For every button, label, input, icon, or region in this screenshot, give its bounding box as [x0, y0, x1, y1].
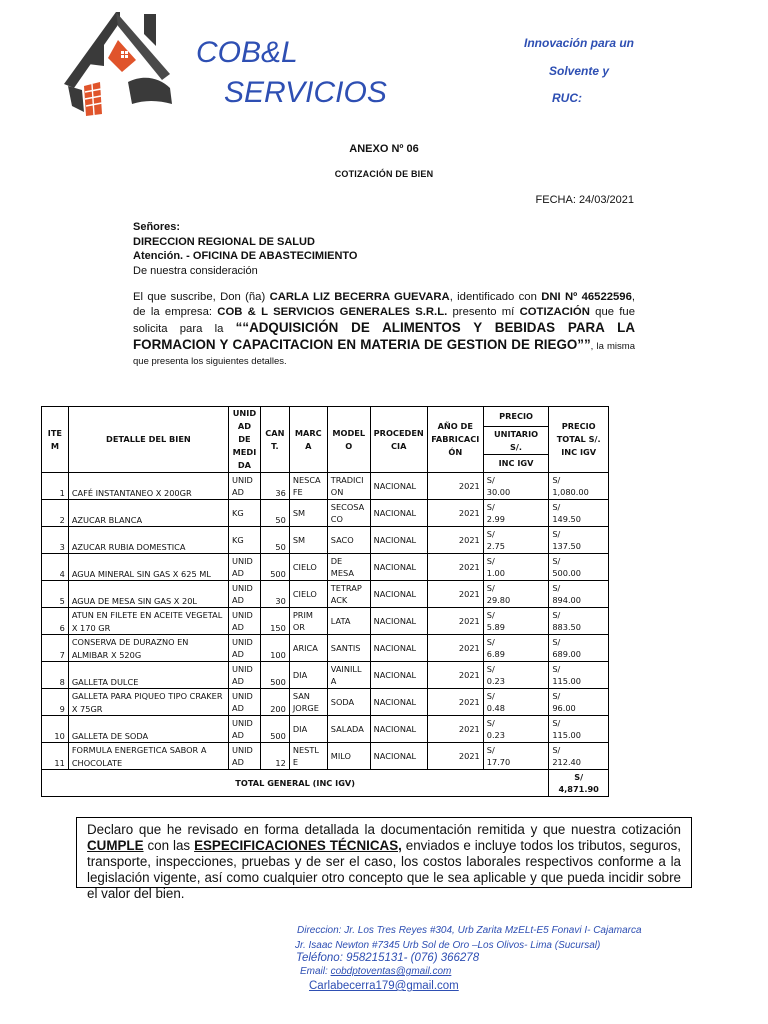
- row-procedencia: NACIONAL: [370, 608, 427, 635]
- amount: 29.80: [486, 595, 511, 605]
- amount: 2.75: [486, 541, 505, 551]
- row-marca: NESCA FE: [289, 473, 327, 500]
- row-precio-unitario: [483, 581, 549, 608]
- row-precio-total: [549, 500, 609, 527]
- row-procedencia: NACIONAL: [370, 689, 427, 716]
- courtesy-line: De nuestra consideración: [133, 264, 258, 277]
- row-precio-total: [549, 689, 609, 716]
- recipient-attention: Atención. - OFICINA DE ABASTECIMIENTO: [133, 250, 358, 262]
- row-procedencia: NACIONAL: [370, 743, 427, 770]
- row-precio-total: [549, 473, 609, 500]
- footer-email2-line: [309, 980, 459, 992]
- row-item-number: 1: [42, 473, 69, 500]
- header-detalle: DETALLE DEL BIEN: [68, 407, 228, 473]
- intro-paragraph: [133, 290, 635, 369]
- currency-symbol: S/: [552, 474, 561, 485]
- currency-symbol: S/: [574, 771, 584, 782]
- especificaciones-word: ESPECIFICACIONES TÉCNICAS,: [194, 838, 402, 853]
- row-unidad: UNID AD: [228, 473, 260, 500]
- email-label: Email:: [300, 966, 331, 977]
- row-marca: SM: [289, 500, 327, 527]
- row-precio-unitario: [483, 500, 549, 527]
- header-unitario: UNITARIO S/.: [483, 427, 549, 454]
- row-procedencia: NACIONAL: [370, 662, 427, 689]
- row-precio-unitario: [483, 743, 549, 770]
- amount: 2.99: [486, 514, 505, 524]
- header-item: ITE M: [42, 407, 69, 473]
- row-modelo: SODA: [327, 689, 370, 716]
- row-precio-unitario: [483, 689, 549, 716]
- amount: 883.50: [552, 622, 581, 632]
- row-unidad: KG: [228, 527, 260, 554]
- table-row: [42, 662, 609, 689]
- amount: 1,080.00: [552, 487, 589, 497]
- row-procedencia: NACIONAL: [370, 581, 427, 608]
- row-cantidad: 500: [260, 662, 289, 689]
- row-detalle: AGUA MINERAL SIN GAS X 625 ML: [68, 554, 228, 581]
- row-detalle: CONSERVA DE DURAZNO EN ALMIBAR X 520G: [68, 635, 228, 662]
- currency-symbol: S/: [486, 474, 495, 485]
- row-precio-unitario: [483, 662, 549, 689]
- header-procedencia: PROCEDEN CIA: [370, 407, 427, 473]
- amount: 212.40: [552, 757, 581, 767]
- row-anio: 2021: [427, 635, 483, 662]
- table-row: [42, 473, 609, 500]
- row-anio: 2021: [427, 500, 483, 527]
- row-unidad: UNID AD: [228, 635, 260, 662]
- row-marca: ARICA: [289, 635, 327, 662]
- row-precio-unitario: [483, 527, 549, 554]
- document-date: FECHA: 24/03/2021: [535, 194, 634, 206]
- row-marca: SM: [289, 527, 327, 554]
- row-anio: 2021: [427, 473, 483, 500]
- currency-symbol: S/: [552, 582, 561, 593]
- row-unidad: KG: [228, 500, 260, 527]
- row-unidad: UNID AD: [228, 743, 260, 770]
- row-item-number: 3: [42, 527, 69, 554]
- row-precio-total: [549, 635, 609, 662]
- row-cantidad: 12: [260, 743, 289, 770]
- total-value: [549, 770, 609, 797]
- row-procedencia: NACIONAL: [370, 554, 427, 581]
- currency-symbol: S/: [486, 582, 495, 593]
- row-precio-total: [549, 554, 609, 581]
- currency-symbol: S/: [552, 528, 561, 539]
- row-cantidad: 100: [260, 635, 289, 662]
- amount: 689.00: [552, 649, 581, 659]
- row-unidad: UNID AD: [228, 662, 260, 689]
- row-modelo: DE MESA: [327, 554, 370, 581]
- footer-email-line: [300, 966, 451, 977]
- row-modelo: LATA: [327, 608, 370, 635]
- row-unidad: UNID AD: [228, 689, 260, 716]
- row-precio-unitario: [483, 716, 549, 743]
- declaration-text: Declaro que he revisado en forma detallada la documentación remitida y que nuestra cotización: [87, 822, 681, 837]
- row-item-number: 2: [42, 500, 69, 527]
- row-cantidad: 500: [260, 716, 289, 743]
- row-anio: 2021: [427, 716, 483, 743]
- row-item-number: 8: [42, 662, 69, 689]
- row-modelo: SACO: [327, 527, 370, 554]
- tagline-1: Innovación para un: [524, 36, 635, 50]
- amount: 0.23: [486, 730, 505, 740]
- row-precio-unitario: [483, 635, 549, 662]
- row-detalle: GALLETA DULCE: [68, 662, 228, 689]
- declaration-text: con las: [143, 838, 195, 853]
- currency-symbol: S/: [552, 501, 561, 512]
- currency-symbol: S/: [486, 528, 495, 539]
- row-procedencia: NACIONAL: [370, 500, 427, 527]
- row-cantidad: 30: [260, 581, 289, 608]
- row-precio-total: [549, 581, 609, 608]
- row-anio: 2021: [427, 662, 483, 689]
- header-precio: PRECIO: [483, 407, 549, 427]
- intro-text: , identificado con: [449, 291, 542, 303]
- row-marca: CIELO: [289, 581, 327, 608]
- currency-symbol: S/: [486, 744, 495, 755]
- amount: 17.70: [486, 757, 511, 767]
- row-item-number: 7: [42, 635, 69, 662]
- row-item-number: 6: [42, 608, 69, 635]
- row-item-number: 11: [42, 743, 69, 770]
- row-cantidad: 50: [260, 527, 289, 554]
- row-modelo: SECOSA CO: [327, 500, 370, 527]
- header-inc-igv: INC IGV: [483, 454, 549, 472]
- cotizacion-word: COTIZACIÓN: [519, 306, 590, 318]
- row-detalle: CAFÉ INSTANTANEO X 200GR: [68, 473, 228, 500]
- currency-symbol: S/: [486, 717, 495, 728]
- quotation-table: [41, 406, 609, 797]
- row-detalle: FORMULA ENERGETICA SABOR A CHOCOLATE: [68, 743, 228, 770]
- row-marca: SAN JORGE: [289, 689, 327, 716]
- currency-symbol: S/: [552, 636, 561, 647]
- row-item-number: 10: [42, 716, 69, 743]
- row-precio-total: [549, 662, 609, 689]
- row-unidad: UNID AD: [228, 554, 260, 581]
- row-modelo: VAINILL A: [327, 662, 370, 689]
- row-marca: NESTL E: [289, 743, 327, 770]
- intro-text: que fue solicita para la: [133, 306, 635, 335]
- footer-address-1: Direccion: Jr. Los Tres Reyes #304, Urb Zarita MzELt-E5 Fonavi I- Cajamarca: [297, 925, 642, 936]
- row-modelo: TETRAP ACK: [327, 581, 370, 608]
- table-row: [42, 500, 609, 527]
- anexo-title: ANEXO Nº 06: [349, 143, 419, 155]
- amount: 115.00: [552, 730, 581, 740]
- total-amount: 4,871.90: [558, 784, 599, 794]
- row-marca: PRIM OR: [289, 608, 327, 635]
- currency-symbol: S/: [552, 744, 561, 755]
- table-row: [42, 743, 609, 770]
- header-cantidad: CAN T.: [260, 407, 289, 473]
- amount: 500.00: [552, 568, 581, 578]
- row-precio-total: [549, 716, 609, 743]
- row-procedencia: NACIONAL: [370, 716, 427, 743]
- intro-text: El que suscribe, Don (ña): [133, 291, 270, 303]
- ruc-label: RUC:: [552, 91, 582, 105]
- header-modelo: MODEL O: [327, 407, 370, 473]
- row-item-number: 9: [42, 689, 69, 716]
- signer-dni: DNI Nº 46522596: [541, 291, 632, 303]
- currency-symbol: S/: [552, 717, 561, 728]
- amount: 0.48: [486, 703, 505, 713]
- row-cantidad: 50: [260, 500, 289, 527]
- header-anio: AÑO DE FABRICACI ÓN: [427, 407, 483, 473]
- currency-symbol: S/: [486, 501, 495, 512]
- footer-phone: Teléfono: 958215131- (076) 366278: [296, 952, 480, 964]
- recipient-block: [133, 220, 358, 278]
- amount: 137.50: [552, 541, 581, 551]
- brand-name-line1: COB&L: [196, 36, 298, 69]
- row-precio-total: [549, 743, 609, 770]
- row-procedencia: NACIONAL: [370, 527, 427, 554]
- intro-text: presento mí: [447, 306, 520, 318]
- row-anio: 2021: [427, 554, 483, 581]
- row-detalle: AGUA DE MESA SIN GAS X 20L: [68, 581, 228, 608]
- total-label: TOTAL GENERAL (INC IGV): [42, 770, 549, 797]
- table-row: [42, 554, 609, 581]
- table-row: [42, 635, 609, 662]
- header-unidad: UNID AD DE MEDI DA: [228, 407, 260, 473]
- row-anio: 2021: [427, 527, 483, 554]
- amount: 894.00: [552, 595, 581, 605]
- row-detalle: GALLETA DE SODA: [68, 716, 228, 743]
- row-modelo: MILO: [327, 743, 370, 770]
- table-row: [42, 527, 609, 554]
- table-row: [42, 581, 609, 608]
- row-precio-total: [549, 608, 609, 635]
- row-anio: 2021: [427, 743, 483, 770]
- amount: 30.00: [486, 487, 511, 497]
- row-anio: 2021: [427, 608, 483, 635]
- row-item-number: 4: [42, 554, 69, 581]
- header-precio-total: PRECIO TOTAL S/. INC IGV: [549, 407, 609, 473]
- row-cantidad: 200: [260, 689, 289, 716]
- row-procedencia: NACIONAL: [370, 635, 427, 662]
- footer-address-2: Jr. Isaac Newton #7345 Urb Sol de Oro –Los Olivos- Lima (Sucursal): [295, 940, 601, 951]
- row-detalle: AZUCAR BLANCA: [68, 500, 228, 527]
- company-name: COB & L SERVICIOS GENERALES S.R.L.: [217, 306, 448, 318]
- table-row: [42, 689, 609, 716]
- brand-name-line2: SERVICIOS: [224, 76, 387, 109]
- table-row: [42, 716, 609, 743]
- row-marca: CIELO: [289, 554, 327, 581]
- row-cantidad: 150: [260, 608, 289, 635]
- recipient-entity: DIRECCION REGIONAL DE SALUD: [133, 235, 315, 248]
- amount: 149.50: [552, 514, 581, 524]
- row-precio-unitario: [483, 554, 549, 581]
- row-cantidad: 500: [260, 554, 289, 581]
- currency-symbol: S/: [486, 555, 495, 566]
- salutation: Señores:: [133, 221, 181, 233]
- row-unidad: UNID AD: [228, 608, 260, 635]
- row-modelo: SALADA: [327, 716, 370, 743]
- row-anio: 2021: [427, 581, 483, 608]
- procurement-object: ““ADQUISICIÓN DE ALIMENTOS Y BEBIDAS PARA LA FORMACION Y CAPACITACION EN MATERIA DE GESTION DE RIEGO””: [133, 320, 636, 352]
- row-precio-total: [549, 527, 609, 554]
- row-detalle: GALLETA PARA PIQUEO TIPO CRAKER X 75GR: [68, 689, 228, 716]
- declaration-text: enviados e incluye todos los tributos, seguros, transporte, inspecciones, pruebas y de ser el caso, los costos laborales respectivos conforme a la legislación vigente, así como cualquier otro concepto que le sea aplicable y que pueda incidir sobre el valor del bien.: [87, 838, 681, 901]
- row-cantidad: 36: [260, 473, 289, 500]
- header-marca: MARC A: [289, 407, 327, 473]
- row-detalle: ATUN EN FILETE EN ACEITE VEGETAL X 170 GR: [68, 608, 228, 635]
- row-marca: DIA: [289, 716, 327, 743]
- row-anio: 2021: [427, 689, 483, 716]
- amount: 6.89: [486, 649, 505, 659]
- cumple-word: CUMPLE: [87, 838, 144, 853]
- currency-symbol: S/: [486, 663, 495, 674]
- row-unidad: UNID AD: [228, 581, 260, 608]
- currency-symbol: S/: [552, 663, 561, 674]
- email2-link[interactable]: Carlabecerra179@gmail.com: [309, 980, 459, 992]
- row-item-number: 5: [42, 581, 69, 608]
- email-link[interactable]: cobdptoventas@gmail.com: [330, 966, 452, 977]
- amount: 0.23: [486, 676, 505, 686]
- document-subtitle: COTIZACIÓN DE BIEN: [334, 169, 434, 179]
- row-modelo: SANTIS: [327, 635, 370, 662]
- amount: 1.00: [486, 568, 505, 578]
- tagline-2: Solvente y: [549, 64, 610, 78]
- row-precio-unitario: [483, 473, 549, 500]
- row-precio-unitario: [483, 608, 549, 635]
- row-marca: DIA: [289, 662, 327, 689]
- currency-symbol: S/: [486, 636, 495, 647]
- table-row: [42, 608, 609, 635]
- amount: 96.00: [552, 703, 576, 713]
- declaration-box: [76, 817, 692, 901]
- amount: 115.00: [552, 676, 581, 686]
- row-modelo: TRADICI ON: [327, 473, 370, 500]
- signer-name: CARLA LIZ BECERRA GUEVARA: [269, 291, 450, 303]
- currency-symbol: S/: [552, 555, 561, 566]
- intro-text: , la misma que presenta los siguientes detalles.: [133, 341, 635, 367]
- amount: 5.89: [486, 622, 505, 632]
- row-unidad: UNID AD: [228, 716, 260, 743]
- intro-text: , de la empresa:: [133, 291, 636, 318]
- currency-symbol: S/: [486, 690, 495, 701]
- currency-symbol: S/: [486, 609, 495, 620]
- currency-symbol: S/: [552, 609, 561, 620]
- currency-symbol: S/: [552, 690, 561, 701]
- row-procedencia: NACIONAL: [370, 473, 427, 500]
- company-logo-icon: [58, 4, 180, 118]
- row-detalle: AZUCAR RUBIA DOMESTICA: [68, 527, 228, 554]
